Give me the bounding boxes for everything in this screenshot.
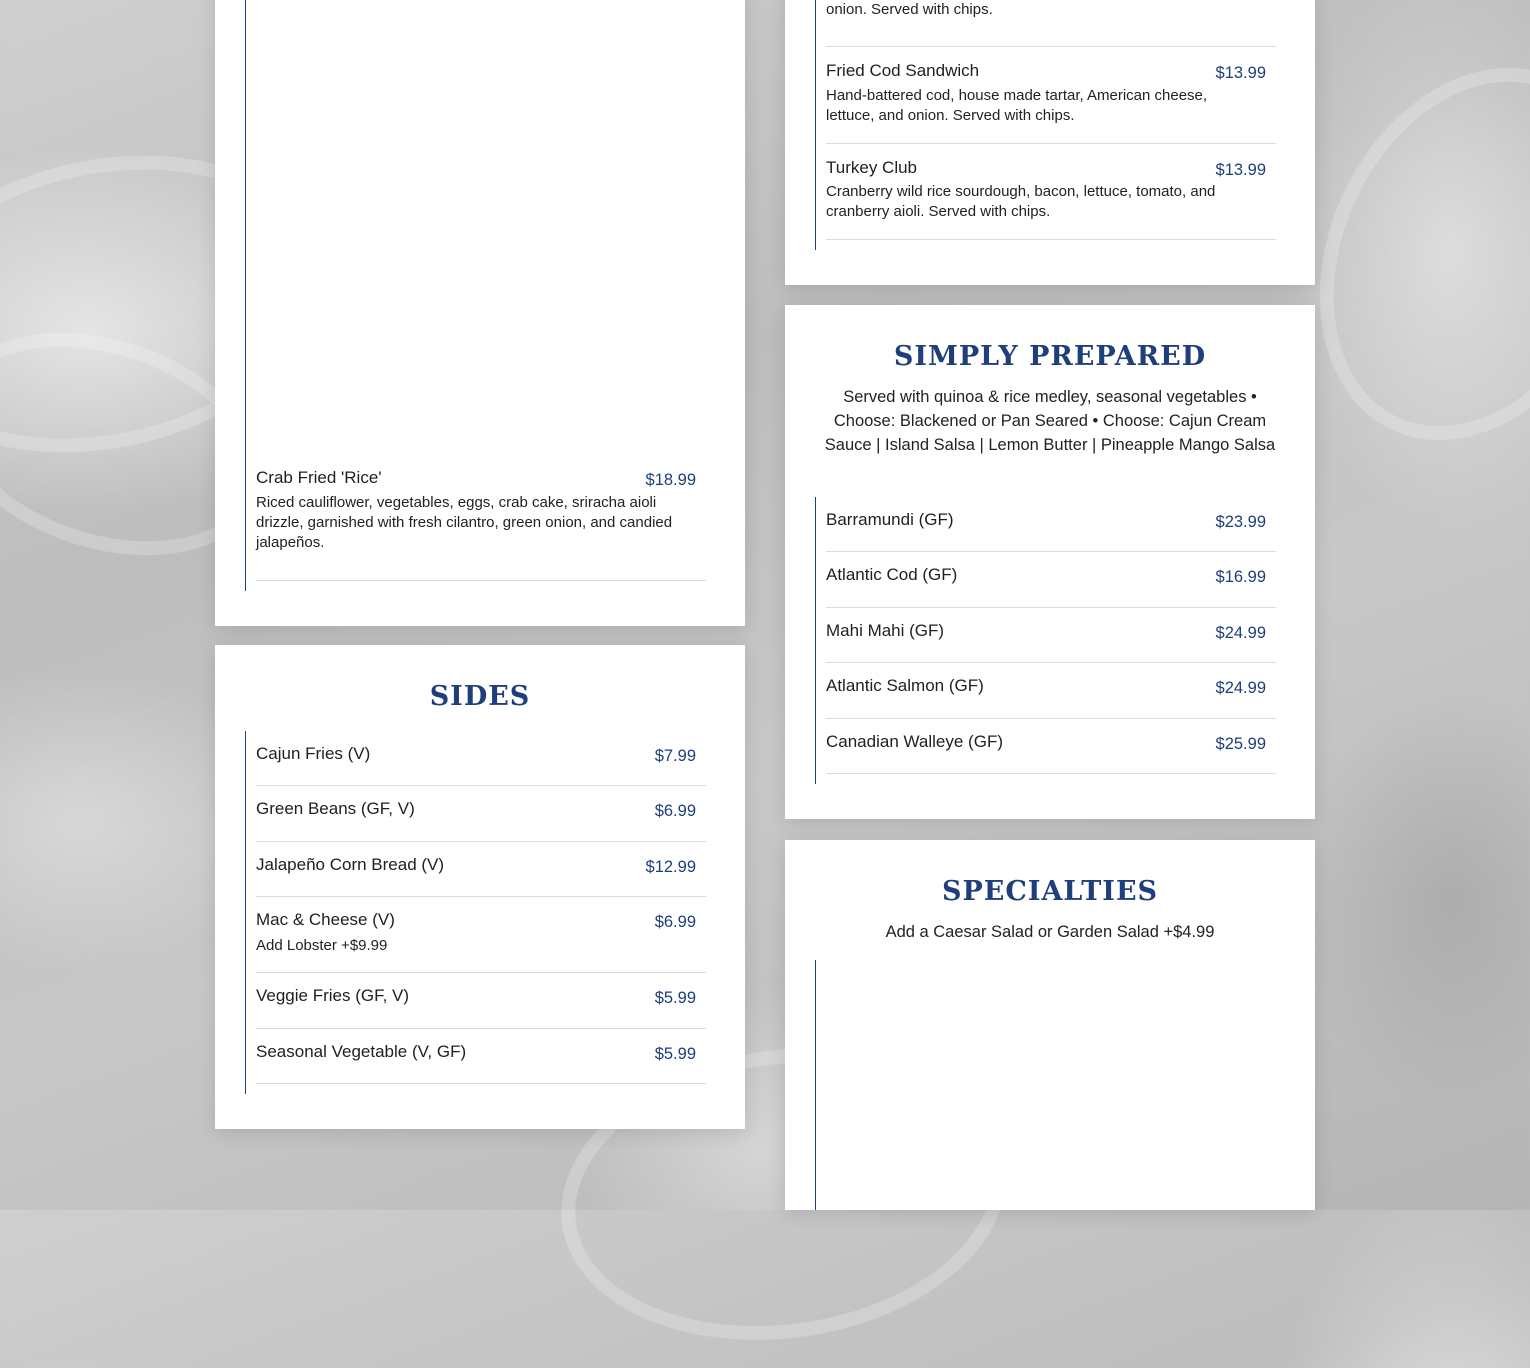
section-title: SIDES xyxy=(429,681,531,712)
item-price: $6.99 xyxy=(654,913,696,931)
menu-item xyxy=(826,608,1276,663)
menu-item xyxy=(826,552,1276,608)
item-price: $16.99 xyxy=(1215,568,1266,586)
item-name: Seasonal Vegetable (V, GF) xyxy=(256,1042,467,1061)
item-price: $12.99 xyxy=(645,858,696,876)
menu-item-list xyxy=(245,0,706,591)
item-price: $13.99 xyxy=(1215,64,1266,82)
item-price: $18.99 xyxy=(645,471,696,489)
item-price: $23.99 xyxy=(1215,513,1266,531)
item-price: $13.99 xyxy=(1215,161,1266,179)
item-description: Cranberry wild rice sourdough, bacon, lettuce, tomato, and cranberry aioli. Served with chips. xyxy=(826,183,1216,220)
item-price: $5.99 xyxy=(654,989,696,1007)
item-addon-note: Add Lobster +$9.99 xyxy=(256,937,388,954)
menu-item xyxy=(826,719,1276,774)
item-name: Mac & Cheese (V) xyxy=(256,910,395,929)
menu-item xyxy=(256,1029,706,1084)
section-title: SPECIALTIES xyxy=(941,876,1159,907)
menu-item xyxy=(256,842,706,897)
item-name: Canadian Walleye (GF) xyxy=(826,732,1003,751)
item-description: onion. Served with chips. xyxy=(826,1,993,18)
item-name: Fried Cod Sandwich xyxy=(826,61,980,80)
item-name: Turkey Club xyxy=(826,158,918,177)
item-name: Crab Fried 'Rice' xyxy=(256,468,382,487)
item-price: $7.99 xyxy=(654,747,696,765)
menu-item xyxy=(256,731,706,786)
section-title: SIMPLY PREPARED xyxy=(893,341,1207,372)
menu-item xyxy=(256,897,706,973)
item-name: Atlantic Cod (GF) xyxy=(826,565,958,584)
menu-item xyxy=(256,973,706,1029)
menu-item xyxy=(256,458,706,581)
specialties-item-list xyxy=(815,960,1276,1210)
simply-prepared-item-list xyxy=(815,497,1276,784)
item-price: $24.99 xyxy=(1215,624,1266,642)
sides-card xyxy=(215,645,745,1129)
item-price: $6.99 xyxy=(654,802,696,820)
specialties-card xyxy=(785,840,1315,1210)
menu-card-left-top xyxy=(215,0,745,626)
item-price: $5.99 xyxy=(654,1045,696,1063)
item-name: Atlantic Salmon (GF) xyxy=(826,676,984,695)
menu-item xyxy=(826,497,1276,552)
item-name: Mahi Mahi (GF) xyxy=(826,621,945,640)
item-name: Jalapeño Corn Bread (V) xyxy=(256,855,445,874)
item-price: $25.99 xyxy=(1215,735,1266,753)
menu-item xyxy=(826,47,1276,144)
item-description: Hand-battered cod, house made tartar, American cheese, lettuce, and onion. Served with chips. xyxy=(826,87,1208,124)
menu-item xyxy=(256,786,706,842)
item-name: Barramundi (GF) xyxy=(826,510,954,529)
sides-item-list xyxy=(245,731,706,1094)
item-name: Veggie Fries (GF, V) xyxy=(256,986,410,1005)
item-price: $24.99 xyxy=(1215,679,1266,697)
item-description: Riced cauliflower, vegetables, eggs, crab cake, sriracha aioli drizzle, garnished with fresh cilantro, green onion, and candied jalapeños. xyxy=(256,494,673,551)
menu-item xyxy=(826,144,1276,240)
simply-prepared-card xyxy=(785,305,1315,819)
menu-item xyxy=(826,0,1276,47)
section-note: Served with quinoa & rice medley, seasonal vegetables • Choose: Blackened or Pan Seared • Choose: Cajun Cream Sauce | Island Salsa | Lemon Butter | Pineapple Mango Salsa xyxy=(824,388,1276,454)
sandwiches-card xyxy=(785,0,1315,285)
menu-item xyxy=(826,663,1276,719)
sandwiches-item-list xyxy=(815,0,1276,250)
item-name: Green Beans (GF, V) xyxy=(256,799,415,818)
item-name: Cajun Fries (V) xyxy=(256,744,371,763)
section-note: Add a Caesar Salad or Garden Salad +$4.99 xyxy=(885,923,1215,941)
